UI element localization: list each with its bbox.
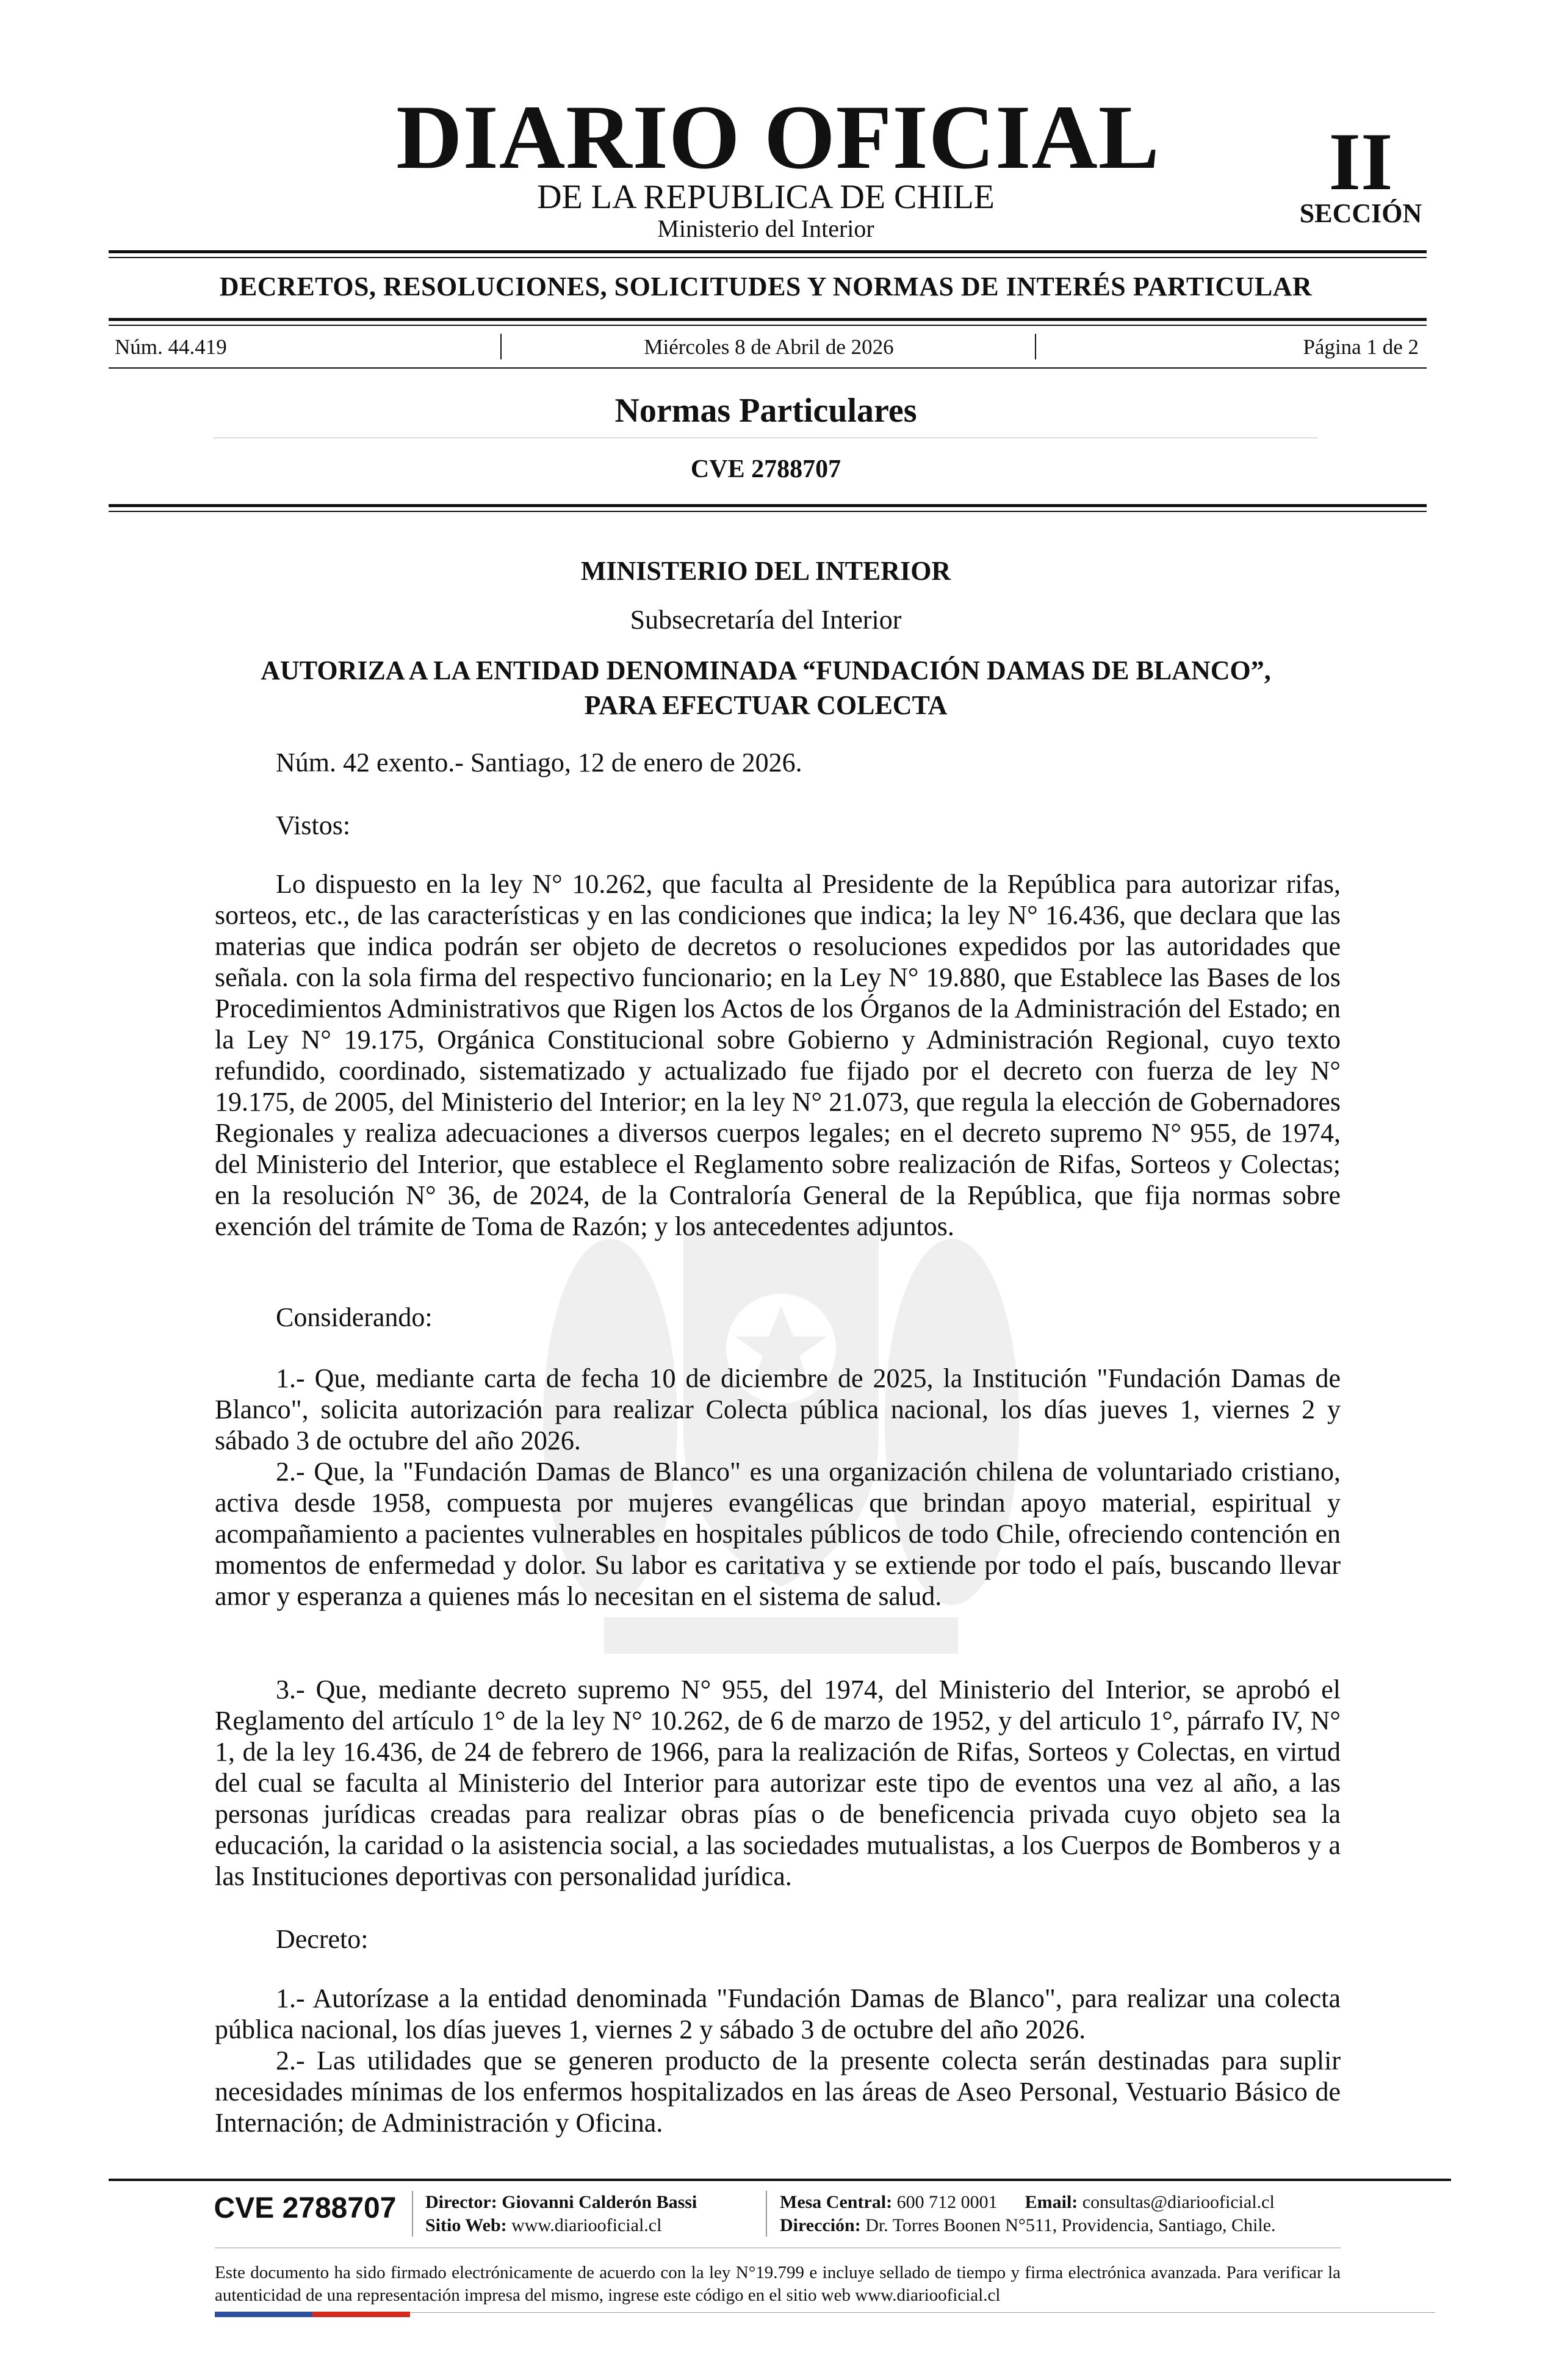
footer-divider xyxy=(412,2191,413,2237)
footer-director-name: Giovanni Calderón Bassi xyxy=(502,2192,697,2212)
footer-address-line xyxy=(780,2214,1276,2237)
decreto-item: 1.- Autorízase a la entidad denominada "Fundación Damas de Blanco", para realizar una colecta pública nacional, los días jueves 1, viernes 2 y sábado 3 de octubre del año 2026. xyxy=(215,1983,1341,2044)
header-rule-thick xyxy=(109,504,1427,507)
masthead-rule-thin xyxy=(109,257,1427,258)
considerando-item: 3.- Que, mediante decreto supremo N° 955, del 1974, del Ministerio del Interior, se aprobó el Reglamento del artículo 1° de la ley N° 10.262, de 6 de marzo de 1952, y del articulo 1°, párrafo IV, N° 1, de la ley 16.436, de 24 de febrero de 1966, para la realización de Rifas, Sorteos y Colectas, en virtud del cual se faculta al Ministerio del Interior para autorizar este tipo de eventos una vez al año, a las personas jurídicas creadas para realizar obras pías o de beneficencia privada cuyo objeto sea la educación, la caridad o la asistencia social, a las sociedades mutualistas, a los Cuerpos de Bomberos y a las Instituciones deportivas con personalidad jurídica. xyxy=(215,1675,1341,1891)
footer-cve: CVE 2788707 xyxy=(214,2192,397,2224)
footer-web-link[interactable]: www.diariooficial.cl xyxy=(511,2215,662,2235)
doc-title xyxy=(0,653,1532,723)
decree-header: Núm. 42 exento.- Santiago, 12 de enero de 2026. xyxy=(276,748,802,777)
category-heading: DECRETOS, RESOLUCIONES, SOLICITUDES Y NORMAS DE INTERÉS PARTICULAR xyxy=(219,272,1313,301)
flag-stripe-blue xyxy=(215,2312,312,2317)
doc-title-line: AUTORIZA A LA ENTIDAD DENOMINADA “FUNDACIÓN DAMAS DE BLANCO”, xyxy=(261,655,1271,685)
footer-divider xyxy=(766,2191,767,2237)
footer-web-label: Sitio Web: xyxy=(425,2215,507,2235)
section-label: SECCIÓN xyxy=(1299,198,1422,228)
section-number: II xyxy=(1328,117,1393,207)
footer-phone: 600 712 0001 xyxy=(896,2192,998,2212)
issue-number: Núm. 44.419 xyxy=(115,335,227,359)
footer-web-line xyxy=(425,2214,661,2237)
masthead-title: DIARIO OFICIAL xyxy=(396,87,1160,188)
considerando-label: Considerando: xyxy=(276,1302,433,1332)
category-rule-thick xyxy=(109,318,1427,321)
footer-address: Dr. Torres Boonen N°511, Providencia, Santiago, Chile. xyxy=(865,2215,1276,2235)
footer-contact-line xyxy=(780,2191,1275,2214)
section-title: Normas Particulares xyxy=(614,392,917,430)
issue-date: Miércoles 8 de Abril de 2026 xyxy=(644,335,894,359)
header-rule-thin xyxy=(109,511,1427,512)
vistos-label: Vistos: xyxy=(276,810,351,840)
decreto-label: Decreto: xyxy=(276,1924,369,1954)
doc-ministry: MINISTERIO DEL INTERIOR xyxy=(580,556,951,586)
issue-divider xyxy=(500,334,502,359)
footer-email-link[interactable]: consultas@diariooficial.cl xyxy=(1082,2192,1275,2212)
doc-title-line: PARA EFECTUAR COLECTA xyxy=(584,690,948,720)
flag-stripe-red xyxy=(312,2312,410,2317)
footer-address-label: Dirección: xyxy=(780,2215,861,2235)
cve-code: CVE 2788707 xyxy=(690,455,841,483)
masthead-subtitle: DE LA REPUBLICA DE CHILE xyxy=(537,178,995,216)
footer-email-label: Email: xyxy=(1025,2192,1078,2212)
footer-phone-label: Mesa Central: xyxy=(780,2192,893,2212)
category-rule-thin xyxy=(109,325,1427,326)
footer-director-line xyxy=(425,2191,697,2214)
considerando-item: 1.- Que, mediante carta de fecha 10 de diciembre de 2025, la Institución "Fundación Damas de Blanco", solicita autorización para realizar Colecta pública nacional, los días jueves 1, viernes 2 y sábado 3 de octubre del año 2026. xyxy=(215,1363,1341,1455)
footer-legal-notice: Este documento ha sido firmado electrónicamente de acuerdo con la ley N°19.799 e incluye sellado de tiempo y firma electrónica avanzada. Para verificar la autenticidad de una representación impresa del mismo, ingrese este código en el sitio web www.diariooficial.cl xyxy=(215,2263,1341,2305)
issue-rule xyxy=(109,367,1427,369)
issue-page: Página 1 de 2 xyxy=(1303,335,1419,359)
footer-director-label: Director: xyxy=(425,2192,497,2212)
masthead-ministry: Ministerio del Interior xyxy=(657,215,874,242)
doc-subsecretary: Subsecretaría del Interior xyxy=(630,605,902,635)
vistos-paragraph: Lo dispuesto en la ley N° 10.262, que faculta al Presidente de la República para autorizar rifas, sorteos, etc., de las características y en las condiciones que indica; la ley N° 16.436, que declara que las materias que indica podrán ser objeto de decretos o resoluciones expedidos por las autoridades que señala. con la sola firma del respectivo funcionario; en la Ley N° 19.880, que Establece las Bases de los Procedimientos Administrativos que Rigen los Actos de los Órganos de la Administración del Estado; en la Ley N° 19.175, Orgánica Constitucional sobre Gobierno y Administración Regional, cuyo texto refundido, coordinado, sistematizado y actualizado fue fijado por el decreto con fuerza de ley N° 19.175, de 2005, del Ministerio del Interior; en la ley N° 21.073, que regula la elección de Gobernadores Regionales y realiza adecuaciones a diversos cuerpos legales; en el decreto supremo N° 955, de 1974, del Ministerio del Interior, que establece el Reglamento sobre realización de Rifas, Sorteos y Colectas; en la resolución N° 36, de 2024, de la Contraloría General de la República, que fija normas sobre exención del trámite de Toma de Razón; y los antecedentes adjuntos. xyxy=(215,869,1341,1241)
decreto-item: 2.- Las utilidades que se generen producto de la presente colecta serán destinadas para suplir necesidades mínimas de los enfermos hospitalizados en las áreas de Aseo Personal, Vestuario Básico de Internación; de Administración y Oficina. xyxy=(215,2046,1341,2138)
considerando-item: 2.- Que, la "Fundación Damas de Blanco" es una organización chilena de voluntariado cristiano, activa desde 1958, compuesta por mujeres evangélicas que brindan apoyo material, espiritual y acompañamiento a pacientes vulnerables en hospitales públicos de todo Chile, ofreciendo contención en momentos de enfermedad y dolor. Su labor es caritativa y se extiende por todo el país, buscando llevar amor y esperanza a quienes más lo necesitan en el sistema de salud. xyxy=(215,1457,1341,1611)
issue-divider xyxy=(1035,334,1036,359)
footer-rule-top xyxy=(109,2179,1451,2181)
masthead-rule-thick xyxy=(109,250,1427,253)
